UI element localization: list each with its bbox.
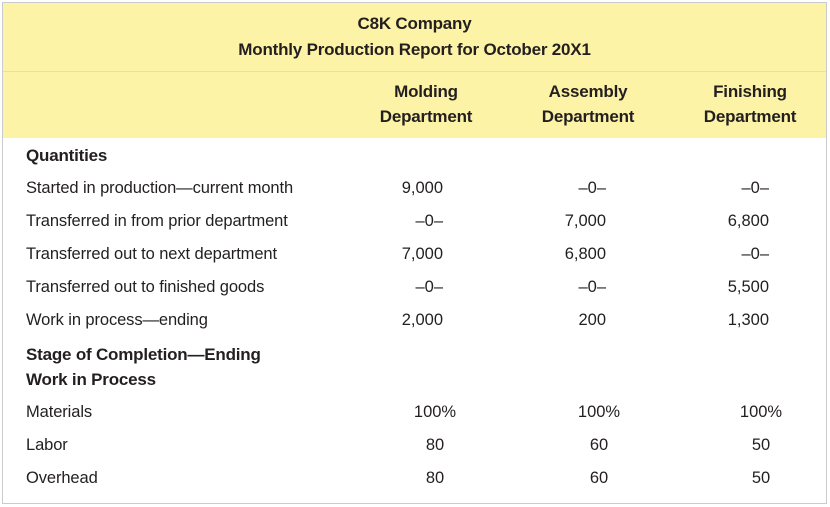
cell-assembly: 7,000 — [564, 212, 606, 230]
report-title: Monthly Production Report for October 20X1 — [238, 40, 591, 59]
cell-assembly: 60 — [589, 436, 609, 454]
row-label: Overhead — [26, 469, 98, 487]
cell-finishing: 5,500 — [727, 278, 769, 296]
cell-assembly: 60 — [589, 469, 609, 487]
row-label: Transferred in from prior department — [26, 212, 288, 230]
row-label: Work in process—ending — [26, 311, 208, 329]
section-heading-completion: Stage of Completion—Ending — [26, 345, 261, 364]
cell-finishing: –0– — [741, 245, 769, 263]
cell-molding: 9,000 — [401, 179, 443, 197]
cell-assembly: –0– — [578, 179, 606, 197]
row-label: Started in production—current month — [26, 179, 294, 197]
cell-molding: –0– — [415, 212, 443, 230]
row-label: Transferred out to finished goods — [26, 278, 265, 296]
row-label: Materials — [26, 403, 93, 421]
column-header-finishing — [670, 79, 830, 129]
cell-molding: 80 — [425, 436, 445, 454]
row-label: Transferred out to next department — [26, 245, 277, 263]
cell-finishing: 1,300 — [727, 311, 769, 329]
cell-finishing: 50 — [751, 469, 771, 487]
cell-molding: 80 — [425, 469, 445, 487]
column-header-assembly — [508, 79, 668, 129]
cell-assembly: 6,800 — [564, 245, 606, 263]
cell-finishing: 6,800 — [727, 212, 769, 230]
cell-molding: 2,000 — [401, 311, 443, 329]
column-header-line: Assembly — [548, 82, 628, 101]
section-heading-quantities: Quantities — [26, 146, 108, 165]
column-header-line: Department — [541, 107, 635, 126]
production-report — [2, 2, 827, 504]
column-header-line: Department — [703, 107, 797, 126]
company-name: C8K Company — [357, 14, 472, 33]
cell-assembly: 200 — [578, 311, 606, 329]
column-header-line: Department — [379, 107, 473, 126]
cell-molding: 7,000 — [401, 245, 443, 263]
column-header-line: Finishing — [713, 82, 787, 101]
row-label: Labor — [26, 436, 68, 454]
cell-assembly: 100% — [577, 403, 621, 421]
cell-finishing: 100% — [739, 403, 783, 421]
column-header-line: Molding — [394, 82, 458, 101]
cell-finishing: 50 — [751, 436, 771, 454]
cell-molding: 100% — [413, 403, 457, 421]
cell-molding: –0– — [415, 278, 443, 296]
cell-assembly: –0– — [578, 278, 606, 296]
section-heading-completion-line2: Work in Process — [26, 370, 156, 389]
cell-finishing: –0– — [741, 179, 769, 197]
column-header-molding — [346, 79, 506, 129]
